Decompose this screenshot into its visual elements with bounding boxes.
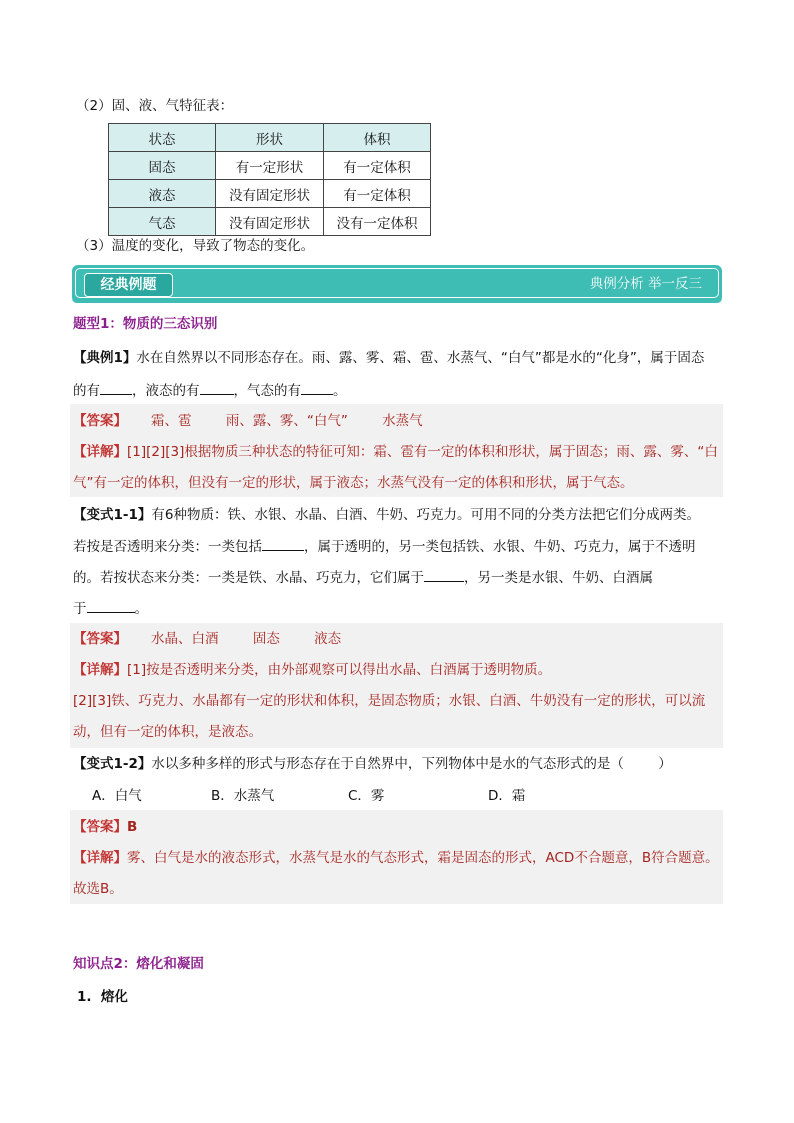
banner-frame (75, 268, 719, 298)
variant-1-1-detail-2: [2][3]铁、巧克力、水晶都有一定的形状和体积，是固态物质；水银、白酒、牛奶没有一定的形状，可以流 (73, 693, 706, 709)
variant-text: ，属于透明的，另一类包括铁、水银、牛奶、巧克力，属于不透明 (304, 539, 696, 555)
example-label: 【典例1】 (73, 350, 137, 366)
answer-text: B (127, 819, 138, 835)
example-text: ，液态的有 (132, 383, 200, 399)
variant-1-2-detail-2: 故选B。 (73, 881, 123, 897)
option-c[interactable]: C．雾 (348, 788, 385, 804)
table-header-cell: 形状 (216, 124, 324, 152)
detail-label: 【详解】 (73, 444, 127, 460)
table-cell: 固态 (109, 152, 216, 180)
example-1-line-2 (73, 380, 347, 401)
option-b[interactable]: B．水蒸气 (211, 788, 275, 804)
answer-blank[interactable] (424, 567, 464, 582)
detail-text: 雾、白气是水的液态形式，水蒸气是水的气态形式，霜是固态的形式，ACD不合题意，B符合题意。 (127, 850, 719, 866)
variant-text: 有6种物质：铁、水银、水晶、白酒、牛奶、巧克力。可用不同的分类方法把它们分成两类。 (151, 507, 700, 523)
variant-1-1-answer (73, 629, 341, 649)
detail-label: 【详解】 (73, 850, 127, 866)
intro-item-3: （3）温度的变化，导致了物态的变化。 (76, 238, 315, 254)
intro-item-2: （2）固、液、气特征表： (76, 98, 234, 114)
table-row (109, 180, 431, 208)
table-cell: 有一定形状 (216, 152, 324, 180)
option-a[interactable]: A．白气 (92, 788, 142, 804)
example-text: 的有 (73, 383, 100, 399)
knowledge-point-heading: 知识点2：熔化和凝固 (73, 956, 204, 972)
variant-text: 于 (73, 601, 87, 617)
answer-text: 水晶、白酒 固态 液态 (151, 631, 342, 647)
variant-text: 若按是否透明来分类：一类包括 (73, 539, 262, 555)
variant-text: 的。若按状态来分类：一类是铁、水晶、巧克力，它们属于 (73, 570, 424, 586)
variant-text: ，另一类是水银、牛奶、白酒属 (464, 570, 653, 586)
table-cell: 没有固定形状 (216, 208, 324, 236)
answer-blank[interactable] (262, 536, 304, 551)
banner-title: 经典例题 (84, 273, 173, 297)
answer-blank[interactable] (200, 380, 234, 395)
example-1-answer (73, 411, 423, 431)
table-cell: 没有固定形状 (216, 180, 324, 208)
variant-1-1-line-3 (73, 567, 653, 588)
table-cell: 有一定体积 (324, 152, 431, 180)
table-cell: 液态 (109, 180, 216, 208)
answer-label: 【答案】 (73, 631, 127, 647)
answer-blank[interactable] (100, 380, 132, 395)
table-header-cell: 体积 (324, 124, 431, 152)
example-1-line-1 (73, 348, 704, 368)
answer-label: 【答案】 (73, 819, 127, 835)
section-banner (72, 265, 722, 303)
type-heading: 题型1：物质的三态识别 (73, 316, 218, 332)
answer-blank[interactable] (87, 598, 135, 613)
example-text: 。 (333, 383, 347, 399)
variant-1-1-line-4 (73, 598, 148, 619)
detail-text: [1]按是否透明来分类，由外部观察可以得出水晶、白酒属于透明物质。 (127, 662, 552, 678)
table-cell: 有一定体积 (324, 180, 431, 208)
detail-text: [1][2][3]根据物质三种状态的特征可知：霜、雹有一定的体积和形状，属于固态；雨、露、雾、“白 (127, 444, 718, 460)
variant-text: 。 (134, 601, 148, 617)
answer-text: 霜、雹 雨、露、雾、“白气” 水蒸气 (151, 413, 423, 429)
example-1-detail-1 (73, 442, 718, 462)
table-row (109, 152, 431, 180)
variant-1-2-detail-1 (73, 848, 719, 868)
example-text: ，气态的有 (233, 383, 301, 399)
table-row (109, 208, 431, 236)
variant-label: 【变式1-1】 (73, 507, 152, 523)
example-text: 水在自然界以不同形态存在。雨、露、雾、霜、雹、水蒸气、“白气”都是水的“化身”，属于固态 (136, 350, 705, 366)
variant-text: 水以多种多样的形式与形态存在于自然界中，下列物体中是水的气态形式的是（ ） (151, 756, 672, 772)
example-1-detail-2: 气”有一定的体积，但没有一定的形状，属于液态；水蒸气没有一定的体积和形状，属于气态。 (73, 475, 634, 491)
variant-1-1-line-2 (73, 536, 696, 557)
answer-blank[interactable] (301, 380, 333, 395)
variant-1-1-detail-1 (73, 660, 551, 680)
variant-1-2-question (73, 754, 672, 774)
table-header-cell: 状态 (109, 124, 216, 152)
variant-1-2-answer (73, 817, 137, 837)
detail-label: 【详解】 (73, 662, 127, 678)
table-header-row (109, 124, 431, 152)
table-cell: 没有一定体积 (324, 208, 431, 236)
state-property-table (108, 123, 431, 236)
banner-subtitle: 典例分析 举一反三 (589, 276, 702, 292)
answer-label: 【答案】 (73, 413, 127, 429)
variant-1-1-detail-3: 动，但有一定的体积，是液态。 (73, 724, 262, 740)
subsection-heading: 1. 熔化 (77, 989, 128, 1005)
option-d[interactable]: D．霜 (488, 788, 526, 804)
variant-label: 【变式1-2】 (73, 756, 152, 772)
variant-1-1-line-1 (73, 505, 700, 525)
table-cell: 气态 (109, 208, 216, 236)
